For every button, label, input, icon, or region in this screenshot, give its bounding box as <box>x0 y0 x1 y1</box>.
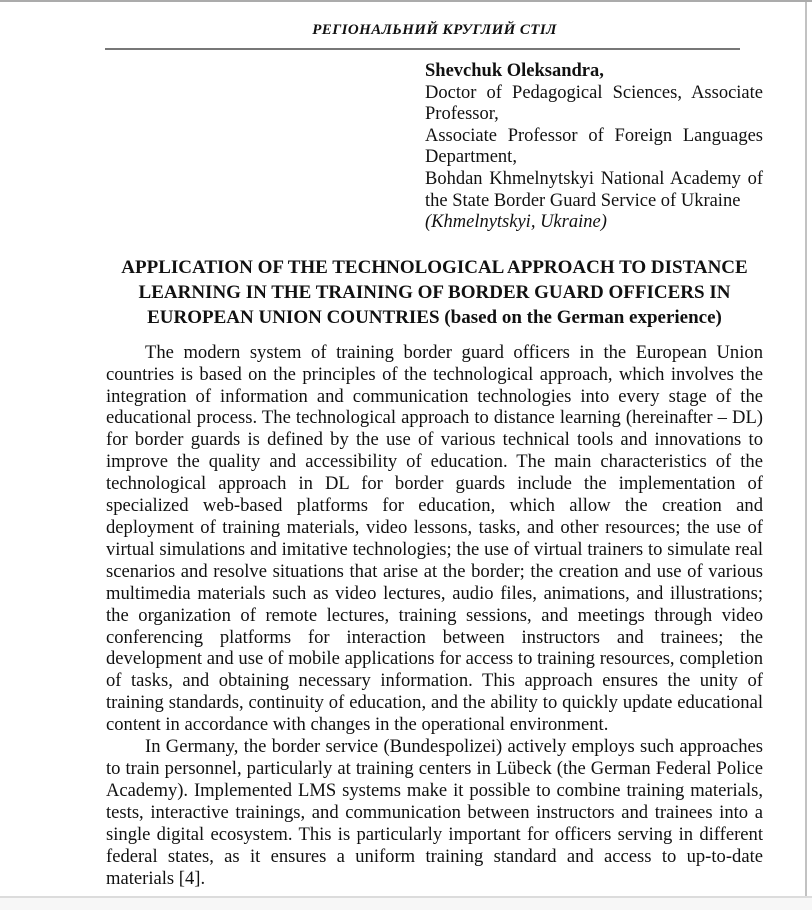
body-paragraph: In Germany, the border service (Bundespolizei) actively employs such approaches to train personnel, particularly at training centers in Lübeck (the German Federal Police Academy). Implemented LMS systems make it possible to combine training materials, tests, interactive trainings, and communication between instructors and trainees into a single digital ecosystem. This is particularly important for officers serving in different federal states, as it ensures a uniform training standard and access to up-to-date materials [4]. <box>106 736 763 889</box>
author-affiliation-line: Bohdan Khmelnytskyi National Academy of the State Border Guard Service of Ukraine <box>425 168 763 211</box>
author-affiliations <box>425 83 763 213</box>
author-location: (Khmelnytskyi, Ukraine) <box>425 212 607 233</box>
author-name: Shevchuk Oleksandra, <box>425 61 604 81</box>
page-right-edge <box>805 2 807 896</box>
author-affiliation-line: Associate Professor of Foreign Languages Department, <box>425 125 763 168</box>
author-block <box>425 61 763 234</box>
header-rule <box>105 48 740 50</box>
page-content <box>106 0 763 889</box>
paper-body <box>106 342 763 890</box>
page-bottom-edge <box>0 896 812 910</box>
running-header: РЕГІОНАЛЬНИЙ КРУГЛИЙ СТІЛ <box>312 22 557 38</box>
body-paragraph: The modern system of training border guard officers in the European Union countries is based on the principles of the technological approach, which involves the integration of information and communication technologies into every stage of the educational process. The technological approach to distance learning (hereinafter – DL) for border guards is defined by the use of various technical tools and innovations to improve the quality and accessibility of education. The main characteristics of the technological approach in DL for border guards include the implementation of specialized web-based platforms for education, which allow the creation and deployment of training materials, video lessons, tasks, and other resources; the use of virtual simulations and imitative technologies; the use of virtual trainers to simulate real scenarios and resolve situations that arise at the border; the creation and use of various multimedia materials such as video lectures, audio files, animations, and illustrations; the organization of remote lectures, training sessions, and meetings through video conferencing platforms for interaction between instructors and trainees; the development and use of mobile applications for access to training resources, completion of tasks, and obtaining necessary information. This approach ensures the unity of training standards, continuity of education, and the ability to quickly update educational content in accordance with changes in the operational environment. <box>106 341 763 736</box>
paper-title: APPLICATION OF THE TECHNOLOGICAL APPROACH TO DISTANCE LEARNING IN THE TRAINING OF BORDER GUARD OFFICERS IN EUROPEAN UNION COUNTRIES (based on the German experience) <box>121 256 748 328</box>
author-affiliation-line: Doctor of Pedagogical Sciences, Associate Professor, <box>425 82 763 125</box>
